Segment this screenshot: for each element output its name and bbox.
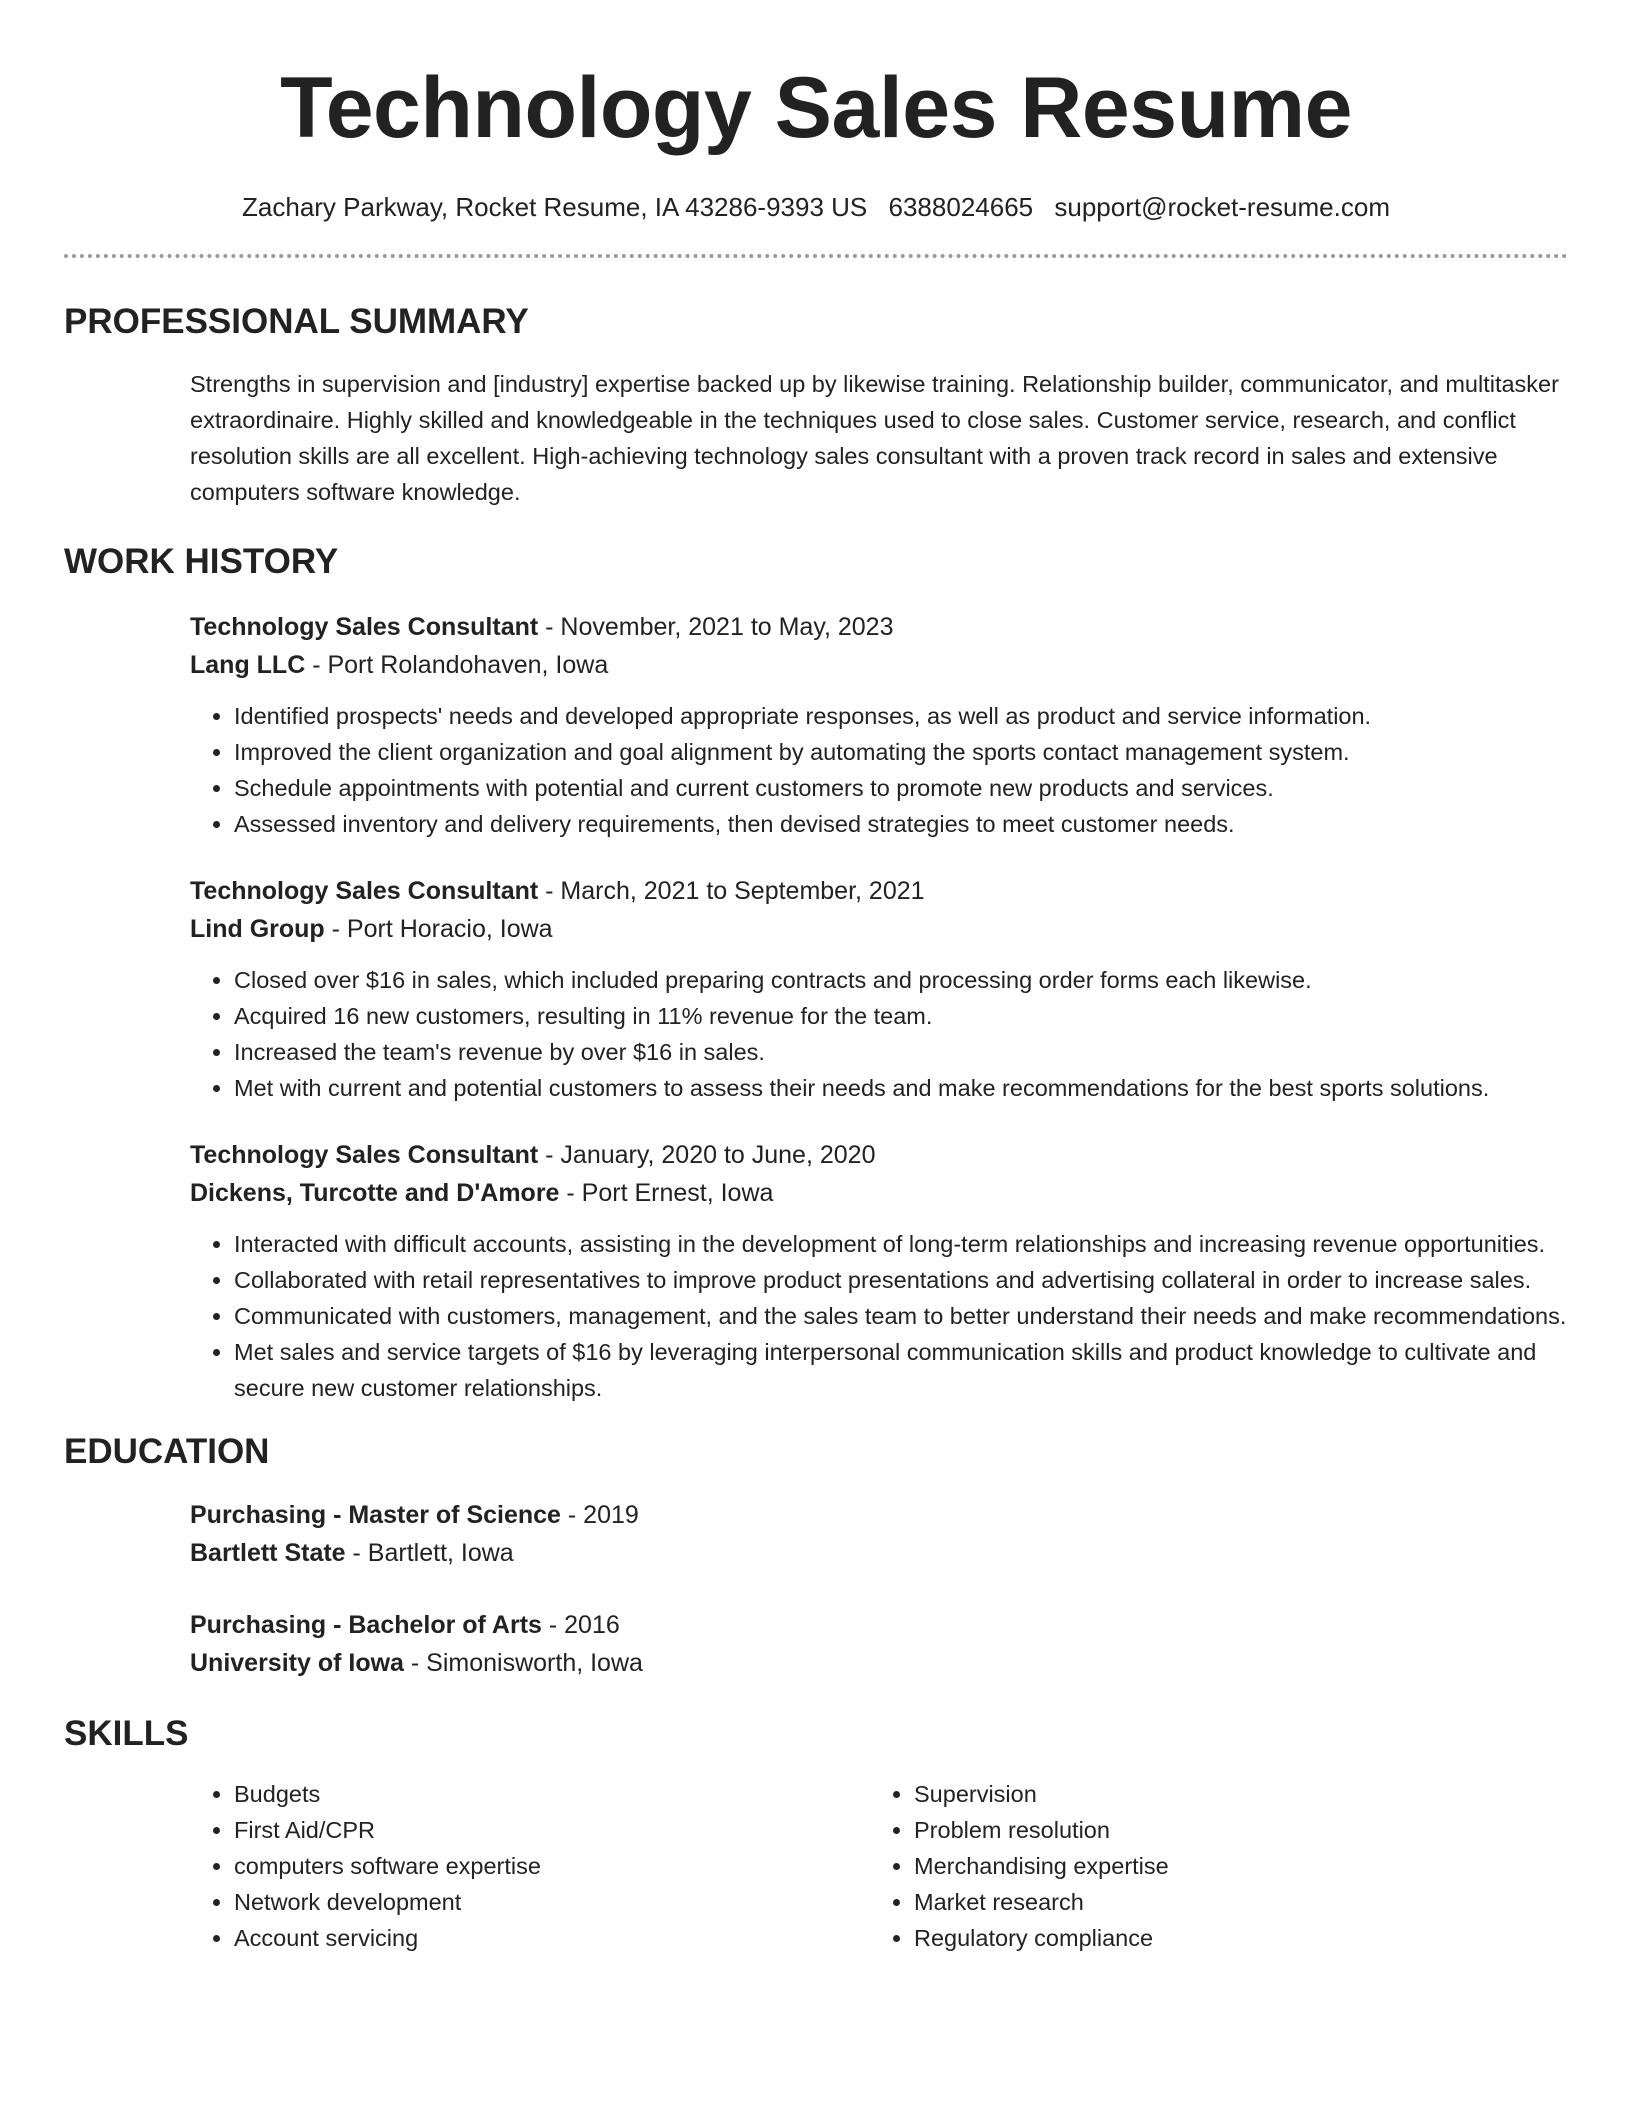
job-title: Technology Sales Consultant bbox=[190, 1141, 539, 1169]
skill-item: • Budgets bbox=[234, 1776, 870, 1812]
job-bullet: • Closed over $16 in sales, which included preparing contracts and processing order forms each likewise. bbox=[234, 962, 1568, 998]
job-dates: - January, 2020 to June, 2020 bbox=[538, 1141, 876, 1169]
education-school: University of Iowa bbox=[190, 1649, 404, 1677]
skill-item: • Problem resolution bbox=[914, 1812, 1550, 1848]
education-year: - 2019 bbox=[560, 1501, 639, 1529]
job-bullets bbox=[190, 698, 1568, 842]
job-entry bbox=[190, 608, 1568, 842]
skills-list bbox=[190, 1776, 1568, 1956]
header-divider bbox=[64, 254, 1568, 258]
job-location: - Port Rolandohaven, Iowa bbox=[305, 651, 609, 679]
job-company: Dickens, Turcotte and D'Amore bbox=[190, 1179, 560, 1207]
education-degree: Purchasing - Master of Science bbox=[190, 1501, 561, 1529]
skill-item: • Account servicing bbox=[234, 1920, 870, 1956]
job-bullet: • Met with current and potential customers to assess their needs and make recommendations for the best sports solutions. bbox=[234, 1070, 1568, 1106]
job-entry bbox=[190, 872, 1568, 1106]
work-history-heading: WORK HISTORY bbox=[64, 542, 339, 581]
job-company-line bbox=[190, 910, 1568, 948]
job-location: - Port Horacio, Iowa bbox=[324, 915, 553, 943]
job-bullet: • Increased the team's revenue by over $16 in sales. bbox=[234, 1034, 1568, 1070]
skill-item: • Market research bbox=[914, 1884, 1550, 1920]
education-entry bbox=[190, 1496, 1568, 1572]
education-entry bbox=[190, 1606, 1568, 1682]
summary-heading: PROFESSIONAL SUMMARY bbox=[64, 302, 529, 341]
job-bullet: • Communicated with customers, management, and the sales team to better understand their needs and make recommendations. bbox=[234, 1298, 1568, 1334]
job-dates: - March, 2021 to September, 2021 bbox=[538, 877, 925, 905]
contact-address: Zachary Parkway, Rocket Resume, IA 43286-9393 US bbox=[242, 192, 868, 222]
job-dates: - November, 2021 to May, 2023 bbox=[538, 613, 894, 641]
skill-item: • computers software expertise bbox=[234, 1848, 870, 1884]
education-degree: Purchasing - Bachelor of Arts bbox=[190, 1611, 542, 1639]
job-bullet: • Identified prospects' needs and developed appropriate responses, as well as product and service information. bbox=[234, 698, 1568, 734]
job-bullet: • Interacted with difficult accounts, assisting in the development of long-term relationships and increasing revenue opportunities. bbox=[234, 1226, 1568, 1262]
education-school: Bartlett State bbox=[190, 1539, 346, 1567]
education-location: - Bartlett, Iowa bbox=[345, 1539, 514, 1567]
skills-column-right bbox=[870, 1776, 1550, 1956]
resume-title: Technology Sales Resume bbox=[280, 60, 1352, 156]
job-title: Technology Sales Consultant bbox=[190, 613, 539, 641]
job-company-line bbox=[190, 1174, 1568, 1212]
education-degree-line bbox=[190, 1606, 1568, 1644]
skill-item: • Network development bbox=[234, 1884, 870, 1920]
job-bullet: • Met sales and service targets of $16 by leveraging interpersonal communication skills and product knowledge to cultivate and secure new customer relationships. bbox=[234, 1334, 1568, 1406]
job-bullet: • Improved the client organization and goal alignment by automating the sports contact management system. bbox=[234, 734, 1568, 770]
job-title-line bbox=[190, 1136, 1568, 1174]
job-company-line bbox=[190, 646, 1568, 684]
job-bullet: • Acquired 16 new customers, resulting in 11% revenue for the team. bbox=[234, 998, 1568, 1034]
job-bullet: • Collaborated with retail representatives to improve product presentations and advertising collateral in order to increase sales. bbox=[234, 1262, 1568, 1298]
skill-item: • Regulatory compliance bbox=[914, 1920, 1550, 1956]
education-school-line bbox=[190, 1534, 1568, 1572]
education-school-line bbox=[190, 1644, 1568, 1682]
job-title-line bbox=[190, 608, 1568, 646]
skill-item: • Supervision bbox=[914, 1776, 1550, 1812]
contact-phone: 6388024665 bbox=[888, 192, 1034, 222]
education-year: - 2016 bbox=[541, 1611, 620, 1639]
education-location: - Simonisworth, Iowa bbox=[403, 1649, 643, 1677]
job-bullets bbox=[190, 1226, 1568, 1406]
contact-email: support@rocket-resume.com bbox=[1054, 192, 1390, 222]
job-entry bbox=[190, 1136, 1568, 1406]
skills-column-left bbox=[190, 1776, 870, 1956]
skill-item: • First Aid/CPR bbox=[234, 1812, 870, 1848]
job-company: Lind Group bbox=[190, 915, 325, 943]
education-degree-line bbox=[190, 1496, 1568, 1534]
education-heading: EDUCATION bbox=[64, 1432, 270, 1471]
job-company: Lang LLC bbox=[190, 651, 306, 679]
contact-line bbox=[64, 190, 1568, 224]
job-title: Technology Sales Consultant bbox=[190, 877, 539, 905]
summary-text: Strengths in supervision and [industry] expertise backed up by likewise training. Relationship builder, communicator, and multitasker extraordinaire. Highly skilled and knowledgeable in the techniques used to close sales. Customer service, research, and conflict resolution skills are all excellent. High-achieving technology sales consultant with a proven track record in sales and extensive computers software knowledge. bbox=[190, 371, 1559, 505]
skill-item: • Merchandising expertise bbox=[914, 1848, 1550, 1884]
job-bullet: • Schedule appointments with potential and current customers to promote new products and services. bbox=[234, 770, 1568, 806]
job-bullets bbox=[190, 962, 1568, 1106]
job-bullet: • Assessed inventory and delivery requirements, then devised strategies to meet customer needs. bbox=[234, 806, 1568, 842]
skills-heading: SKILLS bbox=[64, 1714, 189, 1753]
job-location: - Port Ernest, Iowa bbox=[559, 1179, 774, 1207]
job-title-line bbox=[190, 872, 1568, 910]
